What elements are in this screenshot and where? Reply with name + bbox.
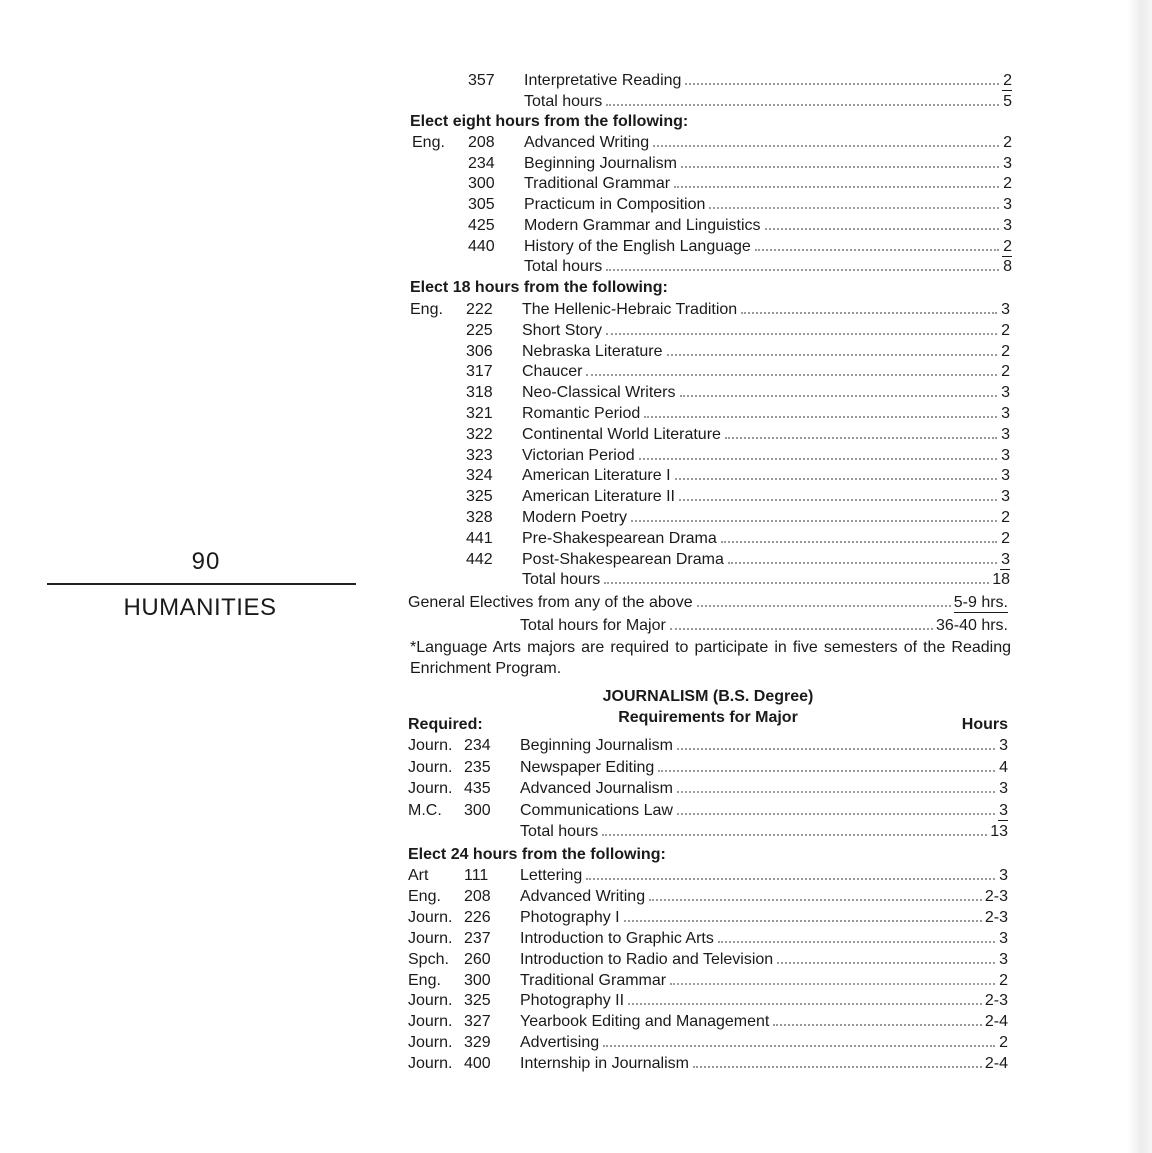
hours-column-label: Hours — [961, 716, 1008, 733]
leader-dots — [677, 813, 995, 815]
page-number: 90 — [191, 548, 221, 575]
course-hours: 2 — [999, 971, 1008, 989]
course-row — [408, 990, 1008, 1011]
course-row — [410, 486, 1010, 507]
course-number: 226 — [464, 908, 491, 926]
course-title: Advanced Writing — [520, 887, 646, 905]
course-row — [412, 153, 1012, 174]
total-hours-row — [408, 821, 1008, 842]
course-hours: 4 — [999, 758, 1008, 776]
course-number: 400 — [464, 1055, 491, 1073]
course-number: 322 — [466, 425, 493, 443]
course-hours: 2-3 — [984, 887, 1008, 905]
course-row — [410, 445, 1010, 466]
course-hours: 2 — [1001, 342, 1010, 360]
course-row — [410, 341, 1010, 362]
elect-twentyfour-heading: Elect 24 hours from the following: — [408, 846, 666, 863]
course-title: Modern Poetry — [522, 509, 627, 526]
course-number: 225 — [466, 321, 493, 339]
course-hours: 3 — [1001, 301, 1010, 318]
course-title: Newspaper Editing — [520, 758, 655, 776]
course-row — [408, 865, 1008, 886]
course-number: 440 — [468, 237, 495, 255]
leader-dots — [693, 1066, 982, 1068]
leader-dots — [603, 1045, 995, 1047]
course-title: Traditional Grammar — [524, 175, 671, 193]
journalism-title: JOURNALISM (B.S. Degree) — [602, 688, 814, 705]
course-row — [408, 1011, 1008, 1032]
leader-dots — [639, 458, 997, 460]
course-row — [410, 528, 1010, 549]
leader-dots — [675, 478, 997, 480]
course-number: 234 — [464, 737, 491, 754]
course-hours: 3 — [1001, 384, 1010, 402]
section-title: HUMANITIES — [123, 594, 277, 621]
course-row — [410, 549, 1010, 570]
course-number: 208 — [464, 887, 491, 905]
course-title: American Literature I — [522, 467, 671, 485]
course-row — [412, 194, 1012, 215]
leader-dots — [606, 269, 999, 271]
leader-dots — [606, 104, 999, 106]
course-title: History of the English Language — [524, 237, 751, 255]
leader-dots — [670, 628, 933, 630]
course-dept: Journ. — [408, 758, 453, 776]
leader-dots — [631, 520, 997, 522]
course-number: 222 — [466, 301, 493, 318]
course-title: Victorian Period — [522, 446, 635, 464]
course-number: 300 — [464, 971, 491, 989]
leader-dots — [741, 312, 997, 314]
general-electives-row — [408, 592, 1008, 613]
course-hours: 2 — [1001, 509, 1010, 526]
leader-dots — [728, 562, 997, 564]
course-hours: 5 — [1003, 92, 1012, 110]
course-title: Total hours — [524, 92, 603, 110]
course-number: 237 — [464, 929, 491, 947]
course-number: 442 — [466, 550, 493, 568]
course-hours: 3 — [999, 801, 1008, 819]
course-hours: 3 — [1003, 196, 1012, 214]
course-number: 321 — [466, 405, 493, 422]
course-hours: 3 — [1001, 446, 1010, 464]
course-title: Beginning Journalism — [520, 737, 673, 754]
course-title: Total hours — [520, 823, 599, 840]
course-title: American Literature II — [522, 488, 675, 506]
course-title: Lettering — [520, 867, 583, 884]
course-dept: Art — [408, 867, 429, 884]
leader-dots — [677, 791, 995, 793]
course-row — [410, 403, 1010, 424]
course-hours: 2 — [1003, 237, 1012, 255]
course-number: 325 — [466, 488, 493, 506]
leader-dots — [755, 249, 999, 251]
course-hours: 18 — [992, 571, 1010, 589]
course-title: Advanced Writing — [524, 134, 650, 151]
sidebar-divider — [47, 583, 356, 585]
course-row — [408, 970, 1008, 991]
course-dept: Eng. — [408, 971, 441, 989]
leader-dots — [679, 499, 997, 501]
course-title: Photography II — [520, 992, 625, 1010]
course-title: Traditional Grammar — [520, 971, 667, 989]
leader-dots — [677, 748, 995, 750]
course-number: 328 — [466, 509, 493, 526]
course-number: 300 — [464, 801, 491, 819]
leader-dots — [670, 983, 995, 985]
course-row — [410, 299, 1010, 320]
total-major-label: Total hours for Major — [520, 617, 666, 634]
course-title: Total hours — [524, 258, 603, 276]
course-hours: 2 — [1001, 363, 1010, 381]
course-title: Total hours — [522, 571, 601, 589]
leader-dots — [765, 228, 999, 230]
course-title: The Hellenic-Hebraic Tradition — [522, 301, 738, 318]
course-hours: 3 — [1001, 467, 1010, 485]
course-number: 327 — [464, 1013, 491, 1031]
course-hours: 3 — [1003, 216, 1012, 234]
course-row — [408, 778, 1008, 799]
course-number: 235 — [464, 758, 491, 776]
course-row — [410, 465, 1010, 486]
course-dept: Eng. — [412, 134, 445, 151]
course-title: Continental World Literature — [522, 425, 721, 443]
journalism-subtitle: Requirements for Major — [618, 709, 798, 726]
leader-dots — [649, 899, 982, 901]
course-hours: 3 — [999, 737, 1008, 754]
course-hours: 3 — [999, 929, 1008, 947]
course-row — [412, 215, 1012, 236]
course-number: 306 — [466, 342, 493, 360]
course-title: Short Story — [522, 321, 603, 339]
course-hours: 2 — [1003, 134, 1012, 151]
course-row — [408, 1032, 1008, 1053]
course-hours: 2 — [1003, 72, 1012, 89]
course-title: Pre-Shakespearean Drama — [522, 529, 717, 547]
leader-dots — [653, 145, 999, 147]
leader-dots — [725, 437, 997, 439]
course-dept: Journ. — [408, 908, 453, 926]
course-number: 318 — [466, 384, 493, 402]
leader-dots — [586, 878, 995, 880]
course-title: Neo-Classical Writers — [522, 384, 676, 402]
course-row — [412, 173, 1012, 194]
leader-dots — [718, 941, 995, 943]
leader-dots — [697, 605, 951, 607]
course-number: 441 — [466, 529, 493, 547]
elect-eight-heading: Elect eight hours from the following: — [410, 113, 689, 130]
course-row — [408, 735, 1008, 756]
leader-dots — [680, 395, 997, 397]
course-title: Nebraska Literature — [522, 342, 663, 360]
course-hours: 3 — [1001, 488, 1010, 506]
leader-dots — [644, 416, 997, 418]
leader-dots — [674, 186, 999, 188]
course-dept: Journ. — [408, 1034, 453, 1052]
leader-dots — [606, 333, 997, 335]
course-title: Internship in Journalism — [520, 1055, 689, 1073]
course-title: Communications Law — [520, 801, 673, 819]
course-number: 323 — [466, 446, 493, 464]
course-number: 357 — [468, 72, 495, 89]
course-number: 435 — [464, 780, 491, 797]
course-number: 425 — [468, 216, 495, 234]
total-hours-row — [412, 256, 1012, 277]
course-title: Advertising — [520, 1034, 600, 1052]
leader-dots — [773, 1024, 982, 1026]
course-title: Romantic Period — [522, 405, 641, 422]
general-electives-label: General Electives from any of the above — [408, 594, 693, 611]
course-dept: Eng. — [410, 301, 443, 318]
course-title: Beginning Journalism — [524, 154, 677, 172]
course-row — [408, 928, 1008, 949]
course-number: 317 — [466, 363, 493, 381]
course-number: 208 — [468, 134, 495, 151]
course-hours: 2 — [1003, 175, 1012, 193]
course-hours: 3 — [1003, 154, 1012, 172]
course-number: 329 — [464, 1034, 491, 1052]
course-row — [408, 886, 1008, 907]
course-hours: 3 — [1001, 425, 1010, 443]
course-row — [410, 424, 1010, 445]
leader-dots — [667, 354, 997, 356]
total-hours-row — [410, 569, 1010, 590]
course-hours: 2 — [1001, 321, 1010, 339]
total-major-hours: 36-40 hrs. — [935, 617, 1008, 634]
course-dept: Journ. — [408, 1013, 453, 1031]
course-title: Chaucer — [522, 363, 583, 381]
total-hours-row — [412, 91, 1012, 112]
total-major-row — [408, 615, 1008, 636]
course-title: Introduction to Graphic Arts — [520, 929, 714, 947]
leader-dots — [658, 770, 995, 772]
course-title: Modern Grammar and Linguistics — [524, 216, 761, 234]
course-hours: 2-3 — [984, 908, 1008, 926]
course-title: Post-Shakespearean Drama — [522, 550, 724, 568]
course-hours: 13 — [990, 823, 1008, 840]
course-dept: M.C. — [408, 801, 442, 819]
leader-dots — [721, 541, 997, 543]
leader-dots — [685, 83, 999, 85]
course-row — [410, 507, 1010, 528]
course-number: 234 — [468, 154, 495, 172]
course-dept: Journ. — [408, 992, 453, 1010]
elect-eighteen-heading: Elect 18 hours from the following: — [410, 279, 668, 296]
page-edge-shadow — [1128, 0, 1152, 1153]
leader-dots — [709, 207, 999, 209]
course-row — [408, 757, 1008, 778]
course-hours: 2-3 — [984, 992, 1008, 1010]
course-hours: 3 — [999, 950, 1008, 968]
course-row — [408, 1053, 1008, 1074]
course-row — [408, 800, 1008, 821]
course-dept: Journ. — [408, 1055, 453, 1073]
course-hours: 8 — [1003, 258, 1012, 276]
course-number: 305 — [468, 196, 495, 214]
course-title: Yearbook Editing and Management — [520, 1013, 770, 1031]
course-dept: Journ. — [408, 737, 453, 754]
course-hours: 2 — [999, 1034, 1008, 1052]
course-title: Practicum in Composition — [524, 196, 706, 214]
course-title: Introduction to Radio and Television — [520, 950, 774, 968]
required-label: Required: — [408, 716, 483, 733]
course-number: 111 — [464, 867, 489, 884]
course-hours: 3 — [999, 780, 1008, 797]
general-electives-hours: 5-9 hrs. — [953, 594, 1008, 611]
course-row — [410, 361, 1010, 382]
leader-dots — [586, 374, 997, 376]
course-title: Interpretative Reading — [524, 72, 682, 89]
leader-dots — [624, 920, 982, 922]
course-hours: 3 — [999, 867, 1008, 884]
course-hours: 3 — [1001, 405, 1010, 422]
course-number: 324 — [466, 467, 493, 485]
course-row — [412, 132, 1012, 153]
course-hours: 2-4 — [984, 1055, 1008, 1073]
course-row — [410, 320, 1010, 341]
course-hours: 2-4 — [984, 1013, 1008, 1031]
course-row — [408, 949, 1008, 970]
course-dept: Eng. — [408, 887, 441, 905]
course-title: Photography I — [520, 908, 620, 926]
course-row — [408, 907, 1008, 928]
course-row — [412, 236, 1012, 257]
course-dept: Journ. — [408, 780, 453, 797]
leader-dots — [777, 962, 995, 964]
leader-dots — [604, 582, 989, 584]
course-row — [410, 382, 1010, 403]
course-dept: Spch. — [408, 950, 449, 968]
leader-dots — [602, 834, 987, 836]
course-hours: 2 — [1001, 529, 1010, 547]
footnote: *Language Arts majors are required to participate in five semesters of the Reading Enrichment Program. — [410, 639, 1011, 677]
leader-dots — [681, 166, 999, 168]
course-number: 300 — [468, 175, 495, 193]
course-title: Advanced Journalism — [520, 780, 673, 797]
course-hours: 3 — [1001, 550, 1010, 568]
course-number: 325 — [464, 992, 491, 1010]
course-number: 260 — [464, 950, 491, 968]
course-row — [412, 70, 1012, 91]
course-dept: Journ. — [408, 929, 453, 947]
leader-dots — [628, 1003, 982, 1005]
